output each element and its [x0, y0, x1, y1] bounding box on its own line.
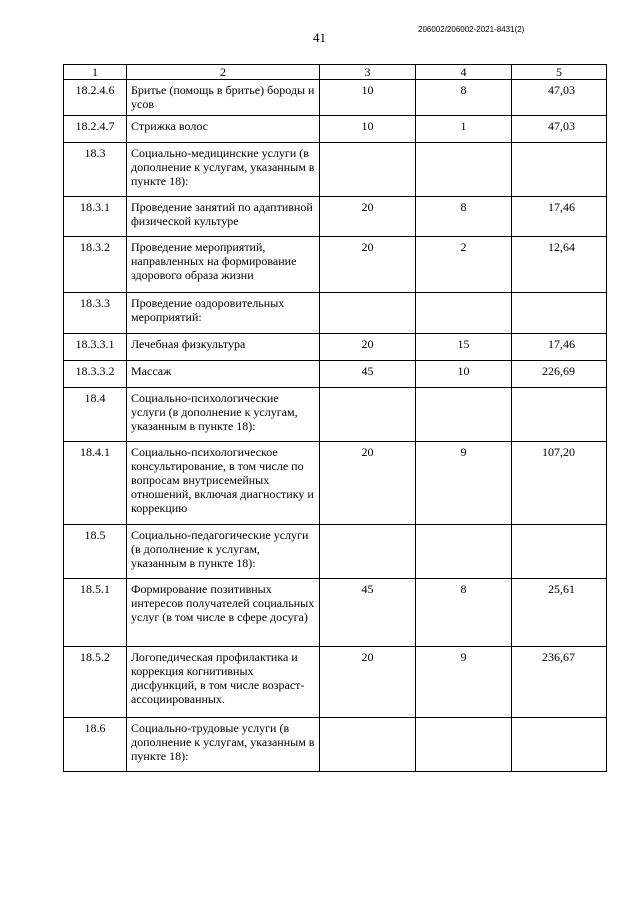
price-value [512, 718, 607, 772]
table-row [64, 525, 607, 579]
table-row [64, 361, 607, 388]
service-name: Социально-психологическое консультирование, в том числе по вопросам внутрисемейных отношений, включая диагностику и коррекцию [127, 442, 320, 525]
column-4-value [416, 525, 512, 579]
table-row [64, 579, 607, 647]
column-3-value: 20 [320, 442, 416, 525]
service-name: Проведение мероприятий, направленных на формирование здорового образа жизни [127, 237, 320, 293]
price-value [512, 388, 607, 442]
row-code: 18.3 [64, 143, 127, 197]
service-name: Социально-психологические услуги (в дополнение к услугам, указанным в пункте 18): [127, 388, 320, 442]
service-name: Стрижка волос [127, 116, 320, 143]
table-row [64, 197, 607, 237]
price-value: 47,03 [512, 116, 607, 143]
row-code: 18.5 [64, 525, 127, 579]
column-4-value: 9 [416, 442, 512, 525]
column-3-value: 45 [320, 361, 416, 388]
row-code: 18.5.2 [64, 647, 127, 718]
price-value: 12,64 [512, 237, 607, 293]
row-code: 18.4.1 [64, 442, 127, 525]
column-number: 5 [512, 65, 607, 80]
column-4-value: 8 [416, 197, 512, 237]
column-number: 1 [64, 65, 127, 80]
table-row [64, 718, 607, 772]
service-name: Бритье (помощь в бритье) бороды и усов [127, 80, 320, 116]
table-row [64, 143, 607, 197]
column-3-value [320, 525, 416, 579]
column-4-value [416, 293, 512, 334]
row-code: 18.6 [64, 718, 127, 772]
column-3-value: 20 [320, 647, 416, 718]
table-row [64, 293, 607, 334]
service-name: Социально-медицинские услуги (в дополнение к услугам, указанным в пункте 18): [127, 143, 320, 197]
service-name: Формирование позитивных интересов получателей социальных услуг (в том числе в сфере досуга) [127, 579, 320, 647]
price-value [512, 293, 607, 334]
row-code: 18.2.4.7 [64, 116, 127, 143]
row-code: 18.3.3.2 [64, 361, 127, 388]
row-code: 18.5.1 [64, 579, 127, 647]
service-name: Проведение занятий по адаптивной физической культуре [127, 197, 320, 237]
table-row [64, 442, 607, 525]
column-3-value [320, 388, 416, 442]
table-row [64, 80, 607, 116]
price-value: 17,46 [512, 334, 607, 361]
service-name: Проведение оздоровительных мероприятий: [127, 293, 320, 334]
column-number: 3 [320, 65, 416, 80]
table-row [64, 647, 607, 718]
column-3-value: 20 [320, 197, 416, 237]
column-4-value [416, 143, 512, 197]
services-table [63, 64, 607, 772]
column-3-value [320, 143, 416, 197]
row-code: 18.2.4.6 [64, 80, 127, 116]
column-number: 4 [416, 65, 512, 80]
service-name: Социально-педагогические услуги (в дополнение к услугам, указанным в пункте 18): [127, 525, 320, 579]
column-number-row [64, 65, 607, 80]
column-3-value: 10 [320, 80, 416, 116]
column-3-value [320, 718, 416, 772]
column-4-value: 8 [416, 80, 512, 116]
price-value: 107,20 [512, 442, 607, 525]
table-row [64, 237, 607, 293]
column-4-value: 15 [416, 334, 512, 361]
service-name: Социально-трудовые услуги (в дополнение к услугам, указанным в пункте 18): [127, 718, 320, 772]
page-number: 41 [313, 30, 326, 45]
column-number: 2 [127, 65, 320, 80]
column-3-value: 20 [320, 334, 416, 361]
column-4-value: 8 [416, 579, 512, 647]
table-row [64, 388, 607, 442]
column-4-value [416, 388, 512, 442]
column-3-value: 20 [320, 237, 416, 293]
column-4-value: 10 [416, 361, 512, 388]
service-name: Массаж [127, 361, 320, 388]
price-value [512, 143, 607, 197]
column-4-value: 2 [416, 237, 512, 293]
column-4-value: 1 [416, 116, 512, 143]
column-3-value: 10 [320, 116, 416, 143]
column-4-value: 9 [416, 647, 512, 718]
column-4-value [416, 718, 512, 772]
price-value: 226,69 [512, 361, 607, 388]
price-value: 236,67 [512, 647, 607, 718]
row-code: 18.3.1 [64, 197, 127, 237]
table-row [64, 116, 607, 143]
row-code: 18.3.3 [64, 293, 127, 334]
row-code: 18.4 [64, 388, 127, 442]
service-name: Лечебная физкультура [127, 334, 320, 361]
column-3-value [320, 293, 416, 334]
table-row [64, 334, 607, 361]
price-value: 25,61 [512, 579, 607, 647]
service-name: Логопедическая профилактика и коррекция когнитивных дисфункций, в том числе возраст-ассоциированных. [127, 647, 320, 718]
document-id: 206002/206002-2021-8431(2) [418, 25, 525, 34]
row-code: 18.3.3.1 [64, 334, 127, 361]
price-value: 47,03 [512, 80, 607, 116]
price-value [512, 525, 607, 579]
row-code: 18.3.2 [64, 237, 127, 293]
price-value: 17,46 [512, 197, 607, 237]
column-3-value: 45 [320, 579, 416, 647]
